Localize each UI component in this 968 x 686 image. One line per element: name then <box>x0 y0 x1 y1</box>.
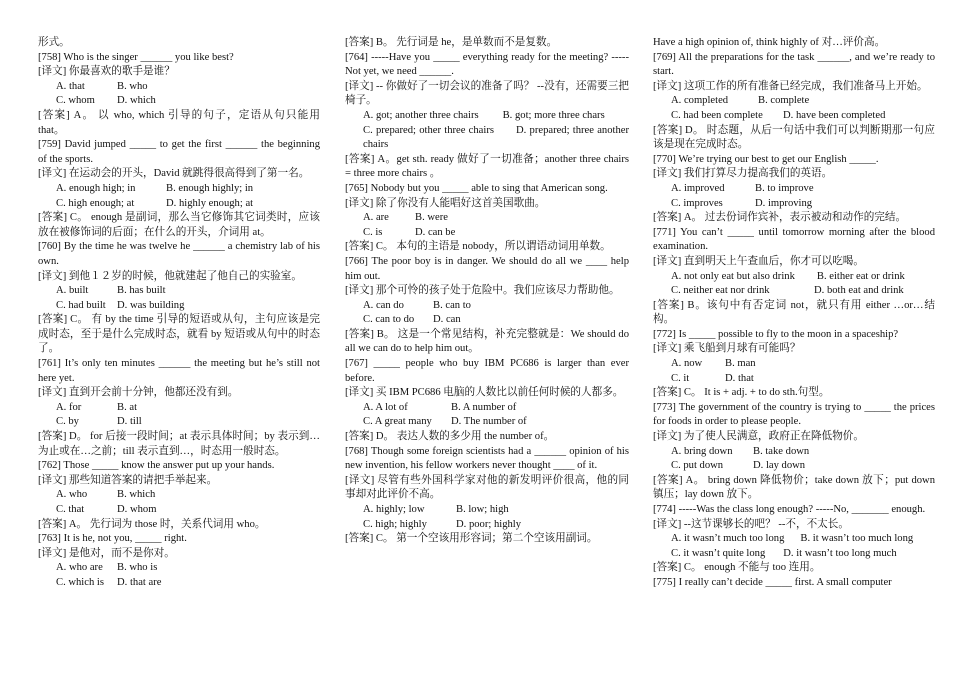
option-d: D. that are <box>117 576 162 588</box>
option-b: B. it wasn’t too much long <box>800 533 914 545</box>
option-d: D. highly enough; at <box>166 197 254 209</box>
translation: [译文] 为了使人民满意，政府正在降低物价。 <box>653 431 864 443</box>
option-a: A. got; another three chairs <box>363 109 479 121</box>
options-row <box>653 357 935 372</box>
option-d: D. that <box>725 372 754 384</box>
column-left <box>38 36 320 591</box>
option-a: A. are <box>363 212 389 224</box>
option-b: B. low; high <box>456 504 509 515</box>
question-762: [762] Those _____ know the answer put up your hands. <box>38 460 275 472</box>
answer: [答案] C。 It is + adj. + to do sth.句型。 <box>653 387 830 399</box>
options-row <box>38 284 320 299</box>
options-row <box>38 503 320 518</box>
answer: [答案] B。 这是一个常见结构，补充完整就是：We should do all we can do to help him out。 <box>345 328 629 355</box>
option-a: A. improved <box>671 182 725 194</box>
options-row <box>345 503 629 518</box>
option-b: B. either eat or drink <box>816 270 905 282</box>
answer: [答案] C。 有 by the time 引导的短语或从句，主句应该是完成时态，至于是什么完成时态，就看 by 短语或从句中的时态了。 <box>38 314 320 355</box>
option-c: C. high enough; at <box>56 197 135 209</box>
option-c: C. is <box>363 226 383 238</box>
translation: [译文] --这节课够长的吧？ --不，不太长。 <box>653 518 849 530</box>
answer: [答案] C。 enough 不能与 too 连用。 <box>653 562 821 574</box>
question-758: [758] Who is the singer ______ you like best? <box>38 51 234 63</box>
option-a: A. that <box>56 80 85 92</box>
document-page <box>0 36 968 686</box>
answer: [答案] D。 for 后接一段时间；at 表示具体时间；by 表示到…为止或在…之前；till 表示直到…，时态用一般时态。 <box>38 431 320 457</box>
options-row <box>345 415 629 430</box>
option-a: A. not only eat but also drink <box>671 270 795 282</box>
option-b: B. which <box>117 489 156 501</box>
question-767: [767] _____ people who buy IBM PC686 is larger than ever before. <box>345 358 629 384</box>
option-d: D. lay down <box>753 460 806 472</box>
question-770: [770] We’re trying our best to get our English _____. <box>653 153 879 165</box>
option-b: B. got; more three chars <box>502 109 605 121</box>
options-row <box>653 532 935 547</box>
option-d: D. The number of <box>451 416 527 428</box>
options-row <box>653 94 935 109</box>
option-b: B. complete <box>758 95 810 107</box>
option-b: B. to improve <box>755 182 814 194</box>
answer: [答案] C。 enough 是副词，那么当它修饰其它词类时，应该放在被修饰词的后面；在什么的开头，介词用 at。 <box>38 212 320 238</box>
options-row <box>653 182 935 197</box>
option-a: A. now <box>671 358 703 370</box>
option-c: C. prepared; other three chairs <box>363 124 494 136</box>
text-line: Have a high opinion of, think highly of 对…评价高。 <box>653 37 886 48</box>
option-d: D. was building <box>117 299 185 311</box>
question-772: [772] Is _____ possible to fly to the moon in a spaceship? <box>653 328 899 340</box>
options-row <box>38 561 320 576</box>
question-761: [761] It’s only ten minutes ______ the meeting but he’s still not here yet. <box>38 358 320 384</box>
options-row <box>38 415 320 430</box>
translation: [译文] 我们打算尽力提高我们的英语。 <box>653 168 833 180</box>
question-774: [774] -----Was the class long enough? -----No, _______ enough. <box>653 504 926 515</box>
option-b: B. A number of <box>451 401 517 413</box>
options-row <box>653 270 935 285</box>
option-b: B. who is <box>117 562 158 574</box>
translation: [译文] 那些知道答案的请把手举起来。 <box>38 474 218 486</box>
option-c: C. whom <box>56 95 95 107</box>
column-middle <box>345 36 629 547</box>
option-d: D. can <box>433 314 461 326</box>
translation: [译文] 除了你没有人能唱好这首美国歌曲。 <box>345 197 546 209</box>
options-row <box>345 109 629 124</box>
options-row <box>653 459 935 474</box>
option-c: C. it <box>671 372 690 384</box>
options-row <box>38 299 320 314</box>
option-d: D. have been completed <box>783 109 886 121</box>
options-row <box>38 401 320 416</box>
translation: [译文] 你最喜欢的歌手是谁？ <box>38 66 175 78</box>
option-b: B. who <box>117 80 148 92</box>
translation: [译文] 到他１２岁的时候，他就建起了他自己的实验室。 <box>38 270 302 282</box>
question-771: [771] You can’t _____ until tomorrow morning after the blood examination. <box>653 226 935 253</box>
option-a: A. built <box>56 285 89 297</box>
option-d: D. prepared; three another chairs <box>363 124 629 151</box>
options-row <box>653 547 935 562</box>
option-b: B. enough highly; in <box>166 182 254 194</box>
option-c: C. put down <box>671 460 724 472</box>
option-b: B. man <box>725 358 756 370</box>
option-b: B. take down <box>753 445 810 457</box>
options-row <box>38 197 320 212</box>
answer: [答案] C。 本句的主语是 nobody，所以谓语动词用单数。 <box>345 241 611 253</box>
translation: [译文] 直到开会前十分钟，他都还没有到。 <box>38 387 239 399</box>
question-760: [760] By the time he was twelve he ______ a chemistry lab of his own. <box>38 241 320 267</box>
option-a: A. bring down <box>671 445 733 457</box>
option-a: A. enough high; in <box>56 182 136 194</box>
options-row <box>345 124 629 153</box>
translation: [译文] 那个可怜的孩子处于危险中。我们应该尽力帮助他。 <box>345 285 620 297</box>
text-line: 形式。 <box>38 37 70 48</box>
option-a: A. highly; low <box>363 504 425 515</box>
question-764: [764] -----Have you _____ everything ready for the meeting? ----- Not yet, we need ______. <box>345 51 629 78</box>
answer: [答案] D。 时态题，从后一句话中我们可以判断期那一句应该是现在完成时态。 <box>653 124 935 151</box>
options-row <box>345 211 629 226</box>
option-a: A. A lot of <box>363 401 408 413</box>
option-d: D. which <box>117 95 156 107</box>
options-row <box>653 197 935 212</box>
options-row <box>345 226 629 241</box>
question-759: [759] David jumped _____ to get the first ______ the beginning of the sports. <box>38 139 320 165</box>
translation: [译文] -- 你做好了一切会议的准备了吗？ --没有，还需要三把椅子。 <box>345 80 629 107</box>
column-right <box>653 36 935 591</box>
options-row <box>653 372 935 387</box>
question-765: [765] Nobody but you _____ able to sing that American song. <box>345 182 608 194</box>
option-b: B. were <box>415 212 448 224</box>
option-a: A. it wasn’t much too long <box>671 533 785 545</box>
option-d: D. it wasn’t too long much <box>783 547 897 559</box>
question-766: [766] The poor boy is in danger. We should do all we ____ help him out. <box>345 255 629 282</box>
option-a: A. can do <box>363 299 404 311</box>
question-769: [769] All the preparations for the task ______, and we’re ready to start. <box>653 51 935 78</box>
option-c: C. neither eat nor drink <box>671 285 770 297</box>
option-c: C. can to do <box>363 314 415 326</box>
question-773: [773] The government of the country is trying to _____ the prices for foods in order to please people. <box>653 401 935 428</box>
option-d: D. both eat and drink <box>814 285 904 297</box>
option-b: B. can to <box>433 299 471 311</box>
option-b: B. at <box>117 401 138 413</box>
options-row <box>38 94 320 109</box>
option-b: B. has built <box>117 285 166 297</box>
answer: [答案] A。 以 who, which 引导的句子，定语从句只能用 that。 <box>38 109 320 136</box>
answer: [答案] A。get sth. ready 做好了一切准备；another three chairs = three more chairs 。 <box>345 153 629 180</box>
translation: [译文] 直到明天上午查血后，你才可以吃喝。 <box>653 255 864 267</box>
translation: [译文] 尽管有些外国科学家对他的新发明评价很高，他的同事却对此评价不高。 <box>345 474 629 501</box>
options-row <box>653 284 935 299</box>
option-d: D. whom <box>117 504 157 515</box>
options-row <box>38 182 320 197</box>
option-c: C. it wasn’t quite long <box>671 547 766 559</box>
answer: [答案] C。 第一个空该用形容词；第二个空该用副词。 <box>345 533 598 545</box>
options-row <box>345 401 629 416</box>
option-c: C. that <box>56 504 85 515</box>
translation: [译文] 乘飞船到月球有可能吗？ <box>653 343 801 355</box>
translation: [译文] 是他对，而不是你对。 <box>38 547 175 559</box>
option-d: D. poor; highly <box>456 518 522 530</box>
option-c: C. A great many <box>363 416 432 428</box>
options-row <box>653 445 935 460</box>
translation: [译文] 在运动会的开头，David 就跳得很高得到了第一名。 <box>38 168 310 180</box>
options-row <box>38 576 320 591</box>
option-d: D. improving <box>755 197 813 209</box>
options-row <box>345 299 629 314</box>
answer: [答案] B。 先行词是 he，是单数而不是复数。 <box>345 37 558 48</box>
options-row <box>345 313 629 328</box>
answer: [答案] A。 先行词为 those 时，关系代词用 who。 <box>38 518 266 530</box>
translation: [译文] 这项工作的所有准备已经完成，我们准备马上开始。 <box>653 80 928 92</box>
question-768: [768] Though some foreign scientists had a ______ opinion of his new invention, his fellow workers never thought ____ of it. <box>345 445 629 472</box>
option-c: C. had built <box>56 299 106 311</box>
option-d: D. can be <box>415 226 456 238</box>
option-a: A. for <box>56 401 82 413</box>
options-row <box>653 109 935 124</box>
option-c: C. by <box>56 416 79 428</box>
option-c: C. had been complete <box>671 109 763 121</box>
question-775: [775] I really can’t decide _____ first. A small computer <box>653 576 892 588</box>
answer: [答案] A。 过去份词作宾补，表示被动和动作的完结。 <box>653 212 907 224</box>
translation: [译文] 买 IBM PC686 电脑的人数比以前任何时候的人都多。 <box>345 387 624 399</box>
option-a: A. completed <box>671 95 729 107</box>
options-row <box>345 518 629 533</box>
answer: [答案] B。该句中有否定词 not，就只有用 either …or…结构。 <box>653 299 935 326</box>
options-row <box>38 80 320 95</box>
option-d: D. till <box>117 416 142 428</box>
option-a: A. who <box>56 489 88 501</box>
answer: [答案] D。 表达人数的多少用 the number of。 <box>345 431 555 443</box>
option-c: C. high; highly <box>363 518 427 530</box>
option-c: C. which is <box>56 576 104 588</box>
answer: [答案] A。 bring down 降低物价；take down 放下；put down 镇压；lay down 放下。 <box>653 474 935 501</box>
option-a: A. who are <box>56 562 103 574</box>
options-row <box>38 488 320 503</box>
option-c: C. improves <box>671 197 723 209</box>
question-763: [763] It is he, not you, _____ right. <box>38 533 187 545</box>
